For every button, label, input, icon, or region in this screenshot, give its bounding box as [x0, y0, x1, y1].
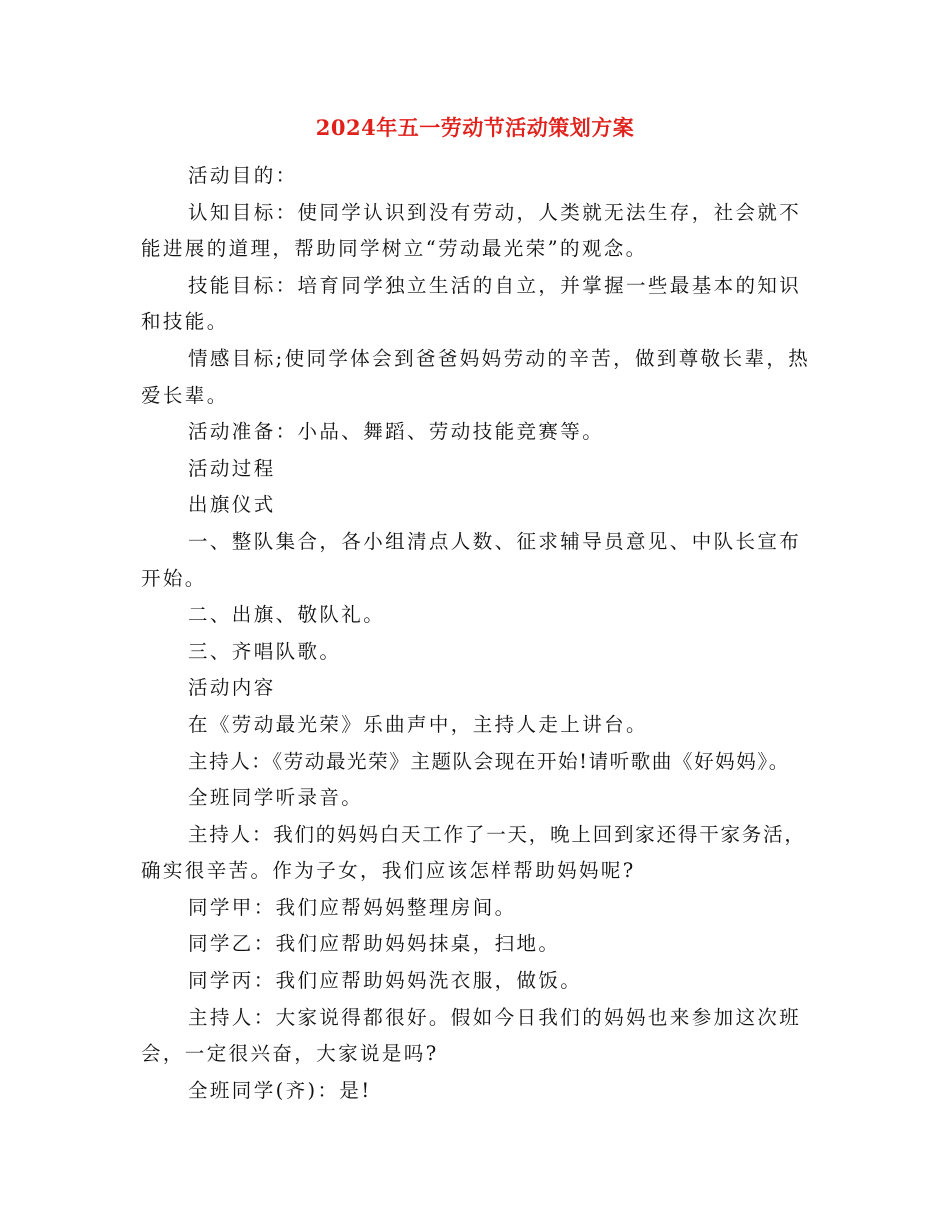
text-line: 确实很辛苦。作为子女，我们应该怎样帮助妈妈呢?	[141, 859, 636, 883]
paragraph	[141, 487, 809, 524]
text-line: 开始。	[141, 566, 207, 590]
text-line: 在《劳动最光荣》乐曲声中，主持人走上讲台。	[188, 712, 648, 736]
text-line: 同学乙：我们应帮助妈妈抹桌，扫地。	[188, 932, 561, 956]
paragraph	[141, 817, 809, 890]
text-line: 活动内容	[188, 676, 276, 700]
paragraph	[141, 707, 809, 744]
paragraph	[141, 195, 809, 268]
text-line: 活动过程	[188, 456, 276, 480]
text-line: 认知目标：使同学认识到没有劳动，人类就无法生存，社会就不	[188, 200, 802, 224]
paragraph	[141, 451, 809, 488]
paragraph	[141, 524, 809, 597]
paragraph	[141, 1000, 809, 1073]
text-line: 爱长辈。	[141, 383, 229, 407]
document-body	[141, 158, 809, 1109]
paragraph	[141, 890, 809, 927]
document-title: 2024年五一劳动节活动策划方案	[315, 115, 635, 140]
paragraph	[141, 744, 809, 781]
text-line: 能进展的道理，帮助同学树立“劳动最光荣”的观念。	[141, 237, 648, 261]
paragraph	[141, 780, 809, 817]
text-line: 主持人：大家说得都很好。假如今日我们的妈妈也来参加这次班	[188, 1005, 802, 1029]
paragraph	[141, 341, 809, 414]
text-line: 同学丙：我们应帮助妈妈洗衣服，做饭。	[188, 969, 583, 993]
text-line: 活动准备：小品、舞蹈、劳动技能竞赛等。	[188, 420, 605, 444]
text-line: 会，一定很兴奋，大家说是吗?	[141, 1042, 439, 1066]
paragraph	[141, 963, 809, 1000]
paragraph	[141, 926, 809, 963]
paragraph	[141, 158, 809, 195]
text-line: 情感目标;使同学体会到爸爸妈妈劳动的辛苦，做到尊敬长辈，热	[188, 346, 811, 370]
text-line: 和技能。	[141, 310, 229, 334]
text-line: 同学甲：我们应帮妈妈整理房间。	[188, 895, 517, 919]
text-line: 出旗仪式	[188, 493, 276, 517]
paragraph	[141, 1073, 809, 1110]
paragraph	[141, 597, 809, 634]
text-line: 技能目标：培育同学独立生活的自立，并掌握一些最基本的知识	[188, 273, 802, 297]
text-line: 活动目的：	[188, 164, 298, 187]
text-line: 二、出旗、敬队礼。	[188, 603, 386, 627]
paragraph	[141, 268, 809, 341]
text-line: 全班同学听录音。	[188, 786, 364, 810]
text-line: 一、整队集合，各小组清点人数、征求辅导员意见、中队长宣布	[188, 529, 802, 553]
text-line: 三、齐唱队歌。	[188, 639, 342, 663]
text-line: 全班同学(齐)：是!	[188, 1078, 372, 1102]
text-line: 主持人：《劳动最光荣》主题队会现在开始!请听歌曲《好妈妈》。	[188, 749, 790, 773]
text-line: 主持人：我们的妈妈白天工作了一天，晚上回到家还得干家务活，	[188, 822, 806, 846]
paragraph	[141, 634, 809, 671]
paragraph	[141, 414, 809, 451]
paragraph	[141, 670, 809, 707]
